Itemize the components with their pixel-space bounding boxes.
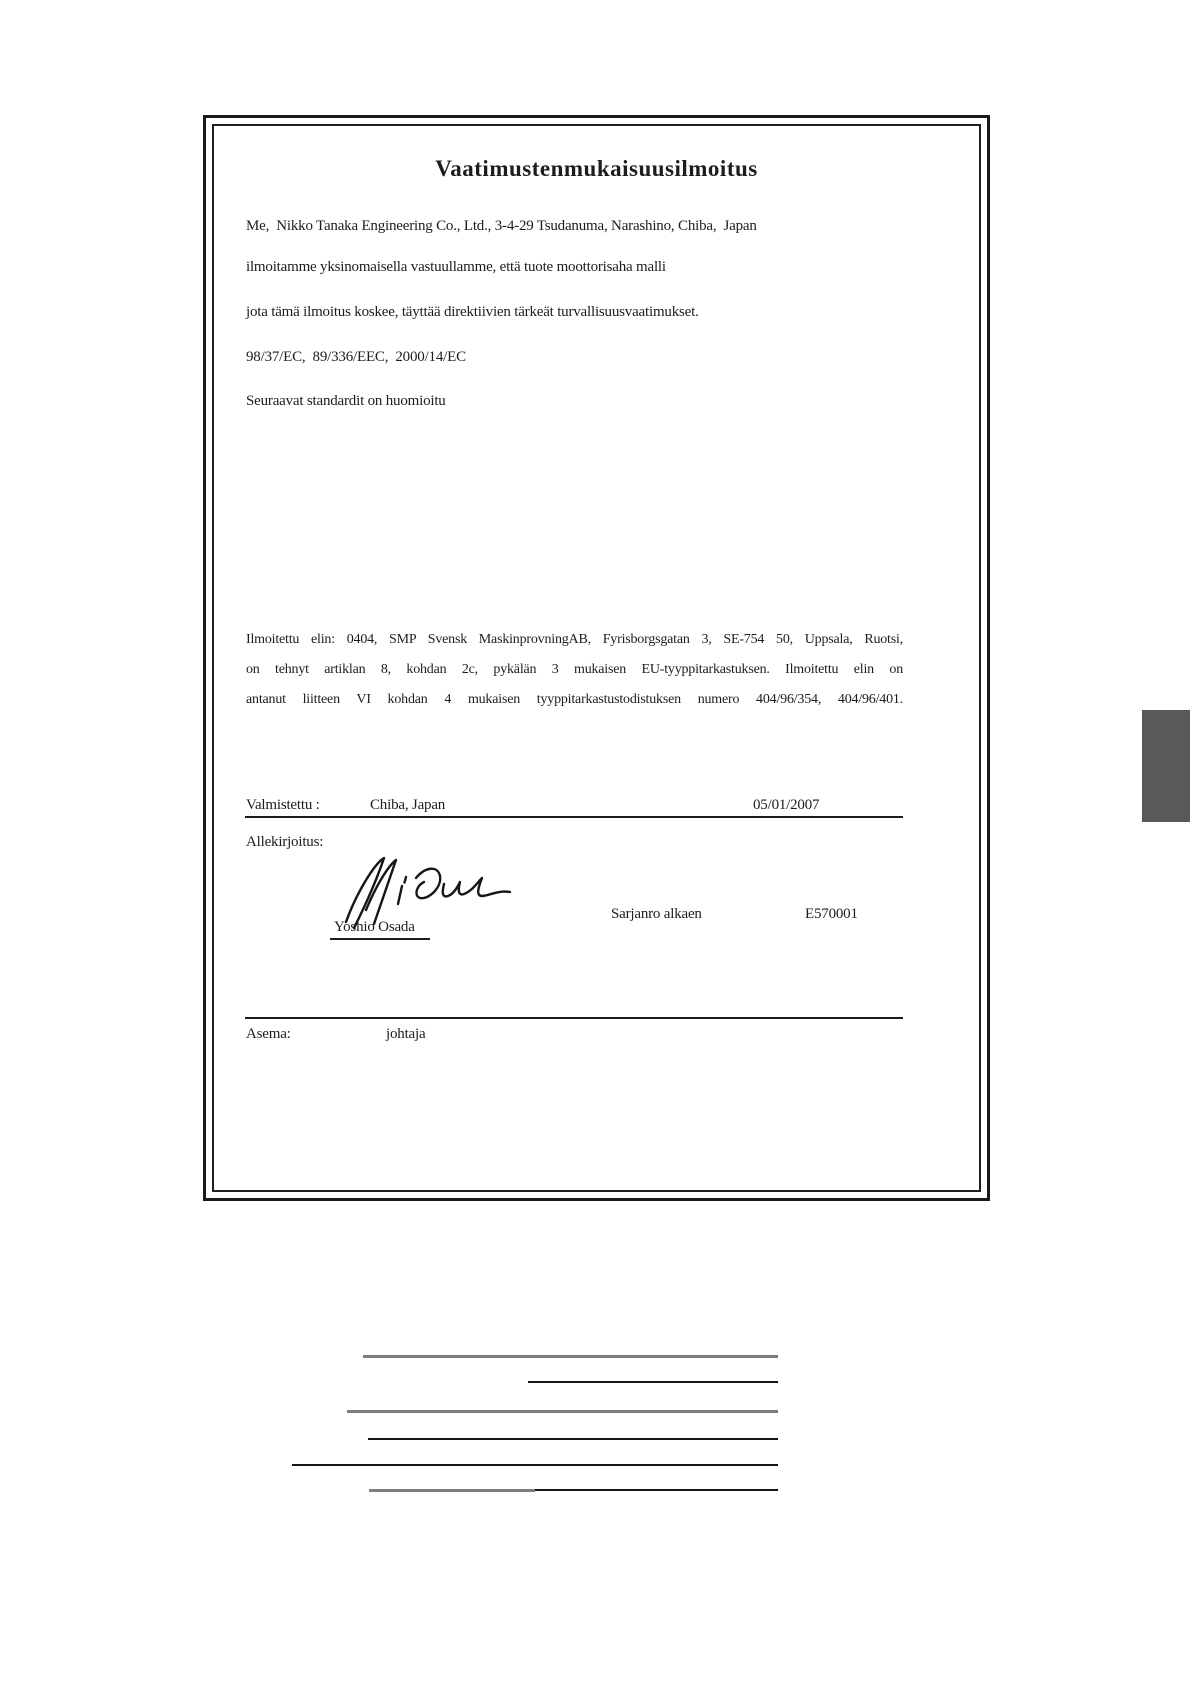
- notified-body-paragraph: [246, 625, 903, 715]
- serial-label: Sarjanro alkaen: [611, 906, 702, 922]
- position-value: johtaja: [386, 1026, 426, 1042]
- page-edge-tab: [1142, 710, 1190, 822]
- standards-line: Seuraavat standardit on huomioitu: [246, 393, 446, 409]
- company-address-line: Me, Nikko Tanaka Engineering Co., Ltd., 3-4-29 Tsudanuma, Narashino, Chiba, Japan: [246, 218, 757, 234]
- manufactured-label: Valmistettu :: [246, 797, 320, 813]
- paragraph-line: Ilmoitettu elin: 0404, SMP Svensk MaskinprovningAB, Fyrisborgsgatan 3, SE-754 50, Uppsala, Ruotsi,: [246, 632, 903, 647]
- declaration-line: ilmoitamme yksinomaisella vastuullamme, että tuote moottorisaha malli: [246, 259, 666, 275]
- bottom-rule: [347, 1410, 778, 1413]
- paragraph-line: on tehnyt artiklan 8, kohdan 2c, pykälän 3 mukaisen EU-tyyppitarkastuksen. Ilmoitettu elin on: [246, 662, 903, 677]
- bottom-rule: [363, 1355, 778, 1358]
- signer-name: Yoshio Osada: [330, 919, 430, 940]
- bottom-rule: [535, 1489, 778, 1491]
- manufactured-rule: [245, 816, 903, 818]
- position-rule: [245, 1017, 903, 1019]
- bottom-rule: [368, 1438, 778, 1440]
- bottom-rule: [528, 1381, 778, 1383]
- bottom-rule: [292, 1464, 778, 1466]
- serial-value: E570001: [805, 906, 858, 922]
- position-label: Asema:: [246, 1026, 291, 1042]
- manufactured-place: Chiba, Japan: [370, 797, 446, 813]
- compliance-line: jota tämä ilmoitus koskee, täyttää direktiivien tärkeät turvallisuusvaatimukset.: [246, 304, 699, 320]
- bottom-rule: [369, 1489, 535, 1492]
- document-title: Vaatimustenmukaisuusilmoitus: [435, 156, 758, 181]
- directives-line: 98/37/EC, 89/336/EEC, 2000/14/EC: [246, 349, 466, 365]
- signature-label: Allekirjoitus:: [246, 834, 324, 850]
- manufactured-date: 05/01/2007: [753, 797, 820, 813]
- paragraph-line: antanut liitteen VI kohdan 4 mukaisen tyyppitarkastustodistuksen numero 404/96/354, 404/96/401.: [246, 692, 903, 707]
